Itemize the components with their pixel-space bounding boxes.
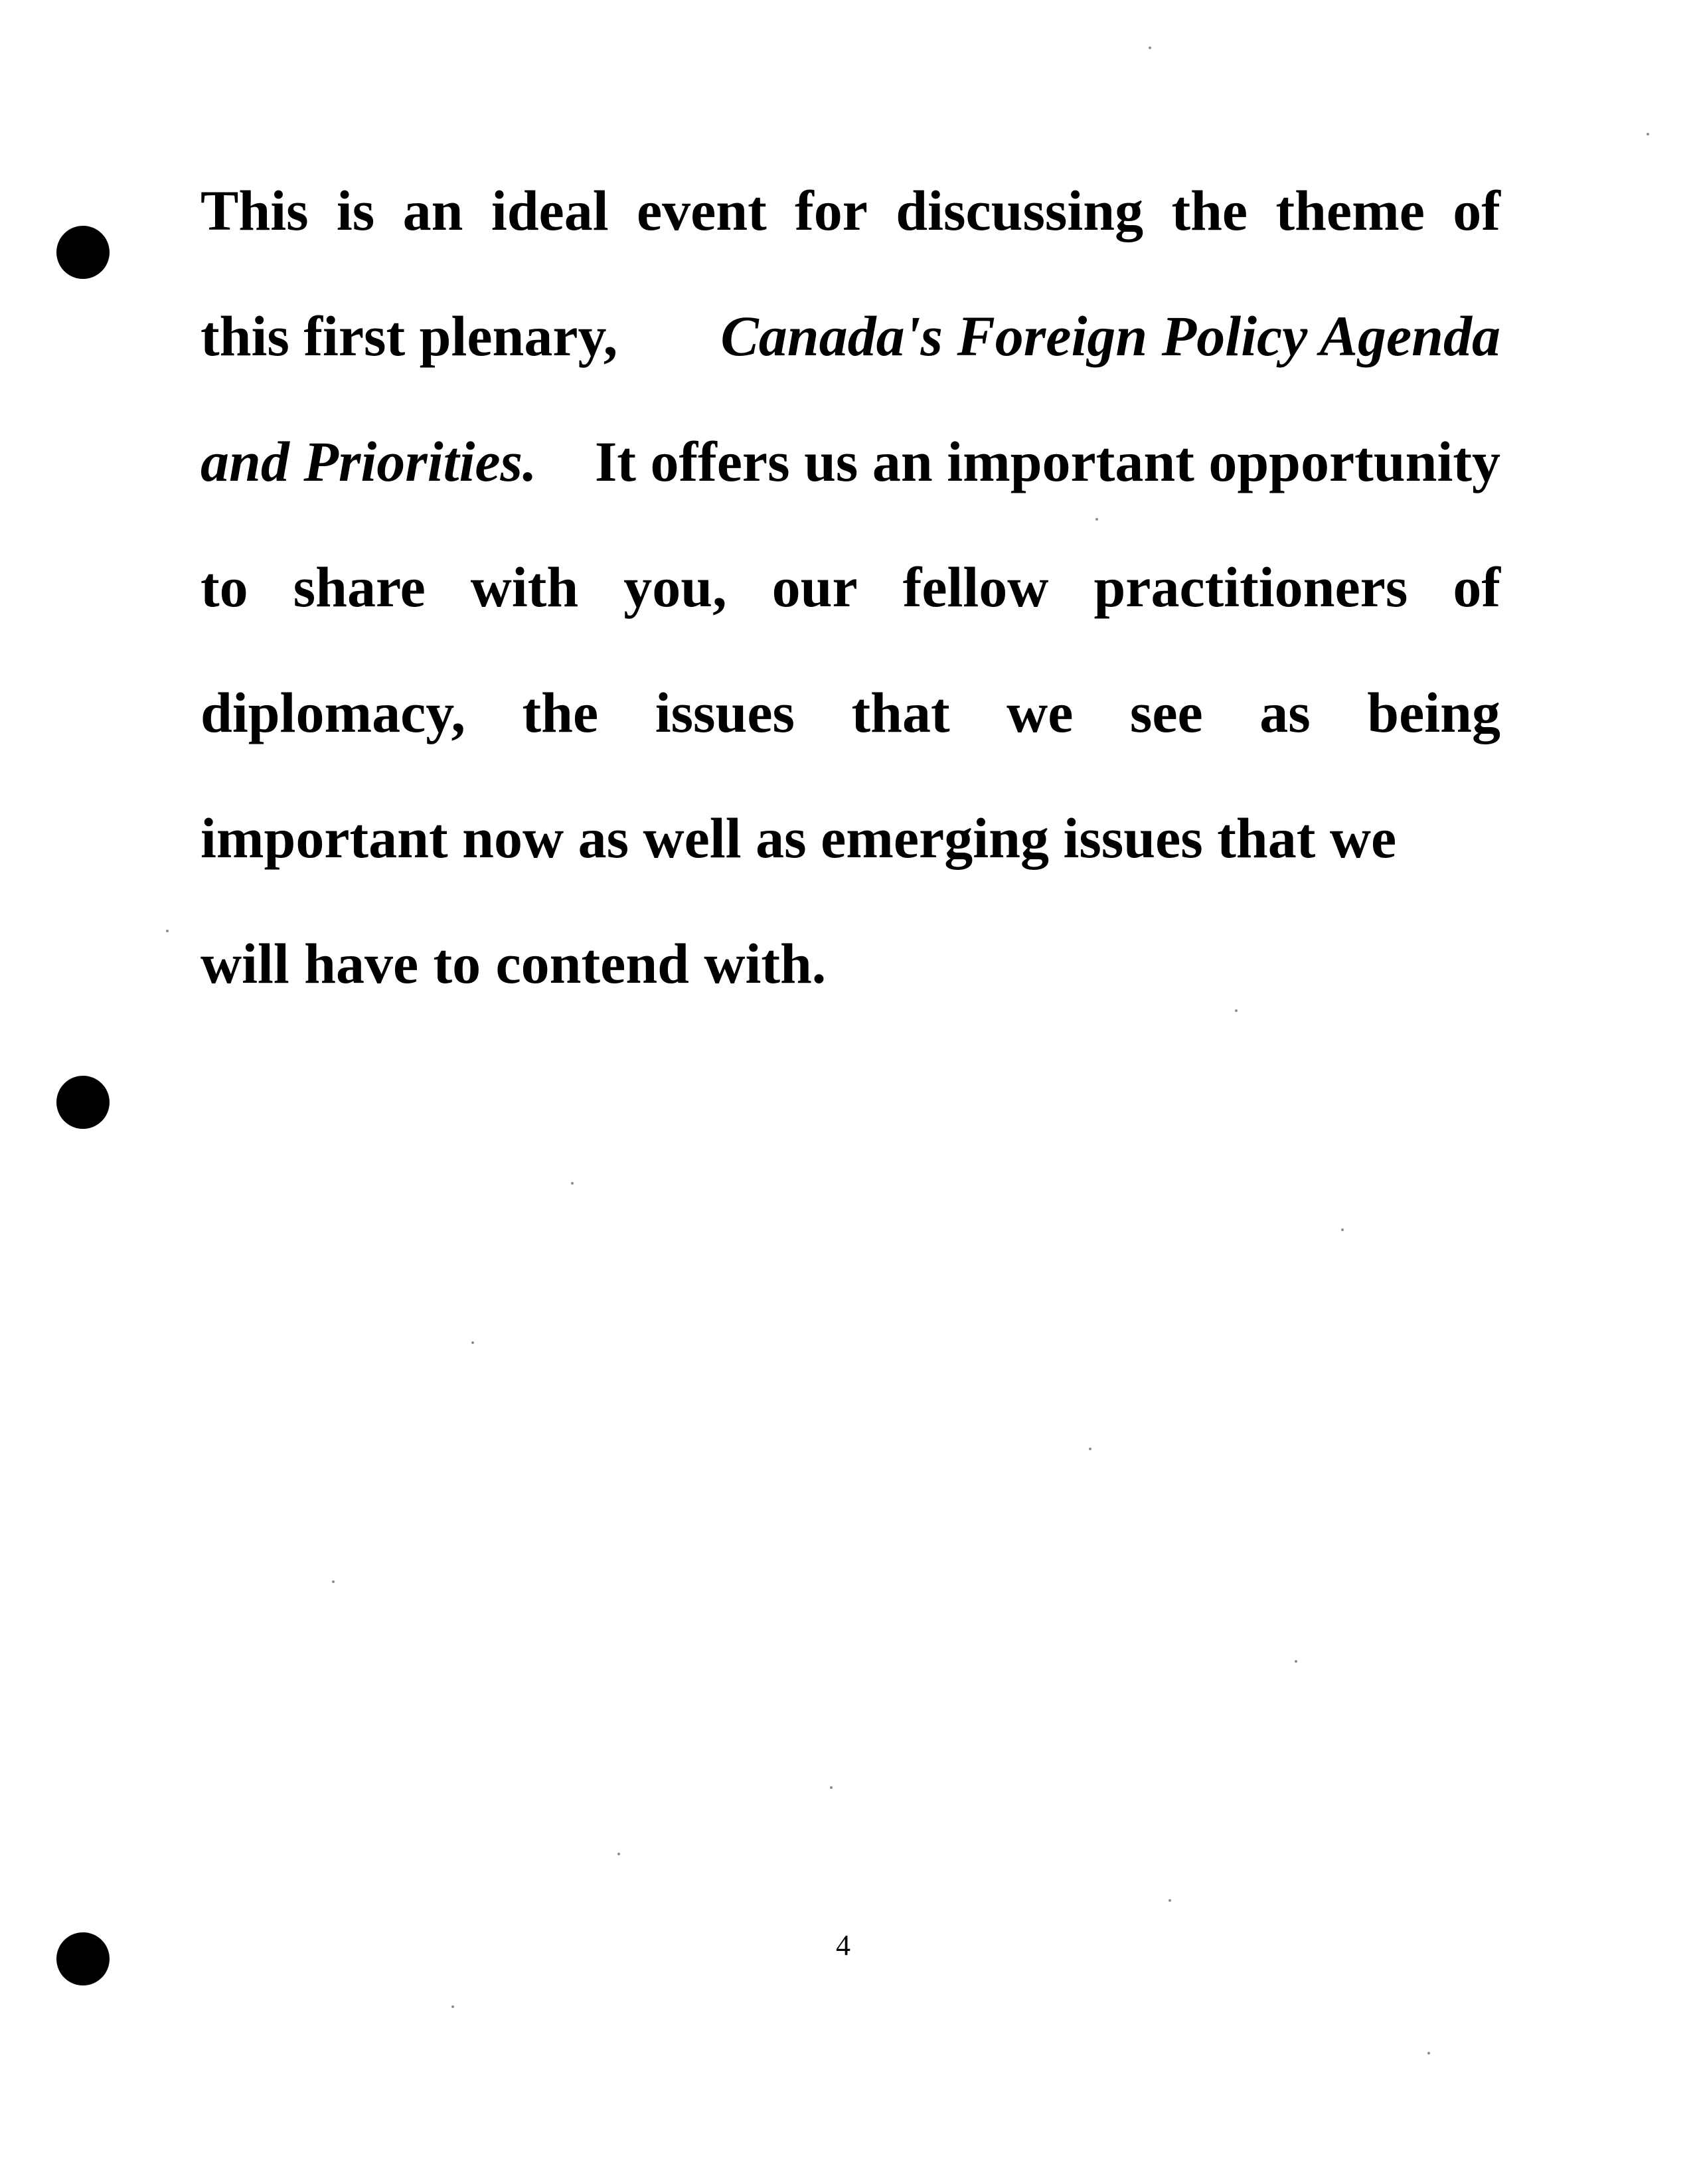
scan-speck [451, 2005, 454, 2008]
scan-speck [571, 1182, 574, 1185]
word: diplomacy, [201, 681, 466, 744]
word: as [1259, 681, 1311, 744]
word: practitioners [1093, 555, 1408, 619]
scan-speck [1341, 1228, 1344, 1231]
word: will [201, 932, 289, 995]
word: is [336, 179, 375, 242]
word: an [402, 179, 463, 242]
word: you, [623, 555, 727, 619]
scan-speck [1295, 1660, 1297, 1663]
session-title-part-1: Canada's Foreign Policy Agenda [720, 304, 1500, 368]
word: contend [495, 932, 689, 995]
scan-speck [1235, 1009, 1238, 1012]
word: with [470, 555, 579, 619]
paragraph-line-7 [201, 927, 1500, 1000]
word: our [771, 555, 858, 619]
word: event [636, 179, 767, 242]
scan-speck [332, 1580, 335, 1583]
paragraph-line-4 [201, 550, 1500, 624]
scan-speck [166, 930, 169, 932]
word: of [1453, 555, 1500, 619]
word: of [1453, 179, 1500, 242]
word: This [201, 179, 309, 242]
word: see [1129, 681, 1203, 744]
word: the [1171, 179, 1248, 242]
paragraph-line-6 [201, 801, 1500, 875]
word: discussing [896, 179, 1144, 242]
scan-speck [1095, 518, 1098, 521]
word: issues [655, 681, 795, 744]
punch-hole-bottom [56, 1932, 110, 1985]
paragraph-line-2 [201, 299, 1500, 373]
word: share [293, 555, 426, 619]
scan-speck [1427, 2052, 1430, 2055]
word: to [433, 932, 481, 995]
line-text: important now as well as emerging issues that we [201, 806, 1397, 870]
page-number: 4 [836, 1929, 850, 1962]
scan-speck [1169, 1899, 1171, 1902]
scan-speck [1149, 46, 1151, 49]
paragraph-line-3 [201, 425, 1500, 498]
word: that [851, 681, 950, 744]
word: theme [1275, 179, 1425, 242]
punch-hole-middle [56, 1076, 110, 1129]
scan-speck [830, 1786, 833, 1789]
word: have [304, 932, 419, 995]
word: to [201, 555, 248, 619]
word: ideal [491, 179, 609, 242]
word: with. [704, 932, 827, 995]
word: fellow [902, 555, 1049, 619]
punch-hole-top [56, 226, 110, 279]
session-title-part-2: and Priorities. [201, 430, 537, 493]
paragraph-line-1 [201, 174, 1500, 247]
word: for [795, 179, 868, 242]
scan-speck [617, 1853, 620, 1855]
scan-speck [1647, 133, 1649, 135]
word: being [1367, 681, 1500, 744]
word: we [1007, 681, 1074, 744]
line-text: It offers us an important opportunity [594, 430, 1500, 493]
word: the [522, 681, 599, 744]
paragraph-line-5 [201, 676, 1500, 749]
scan-speck [471, 1341, 474, 1344]
line-text: this first plenary, [201, 304, 618, 368]
scan-speck [1089, 1448, 1091, 1450]
